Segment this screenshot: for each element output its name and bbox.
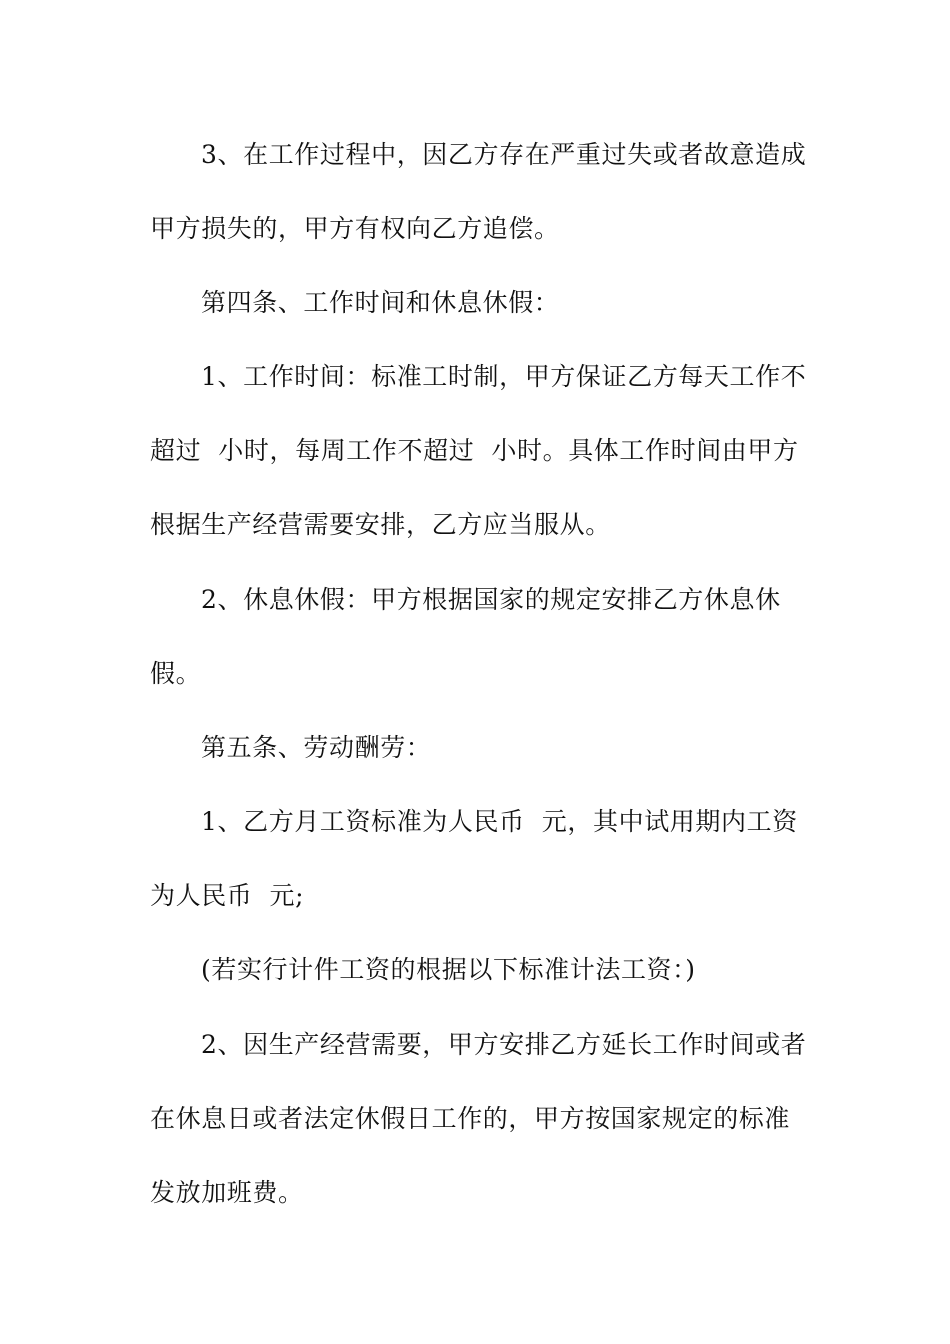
- article-5-item-2-line-2: 在休息日或者法定休假日工作的，甲方按国家规定的标准: [150, 1104, 791, 1133]
- article-4-item-1-line-1: 1、工作时间：标准工时制，甲方保证乙方每天工作不: [201, 362, 807, 391]
- article-4-item-2-line-1: 2、休息休假：甲方根据国家的规定安排乙方休息休: [201, 585, 781, 614]
- article-4-heading: 第四条、工作时间和休息休假：: [201, 288, 560, 317]
- article-5-heading: 第五条、劳动酬劳：: [201, 733, 432, 762]
- clause-3-line-1: 3、在工作过程中，因乙方存在严重过失或者故意造成: [201, 140, 807, 169]
- article-5-item-1-line-1: 1、乙方月工资标准为人民币 元，其中试用期内工资: [201, 807, 798, 836]
- article-4-item-1-line-3: 根据生产经营需要安排，乙方应当服从。: [150, 510, 611, 539]
- article-5-item-1-line-2: 为人民币 元;: [150, 881, 305, 910]
- article-4-item-1-line-2: 超过 小时，每周工作不超过 小时。具体工作时间由甲方: [150, 436, 799, 465]
- article-4-item-2-line-2: 假。: [150, 659, 202, 688]
- article-5-item-2-line-1: 2、因生产经营需要，甲方安排乙方延长工作时间或者: [201, 1030, 807, 1059]
- article-5-item-2-line-3: 发放加班费。: [150, 1178, 304, 1207]
- clause-3-line-2: 甲方损失的，甲方有权向乙方追偿。: [150, 214, 560, 243]
- piecework-note: (若实行计件工资的根据以下标准计法工资：): [201, 955, 696, 984]
